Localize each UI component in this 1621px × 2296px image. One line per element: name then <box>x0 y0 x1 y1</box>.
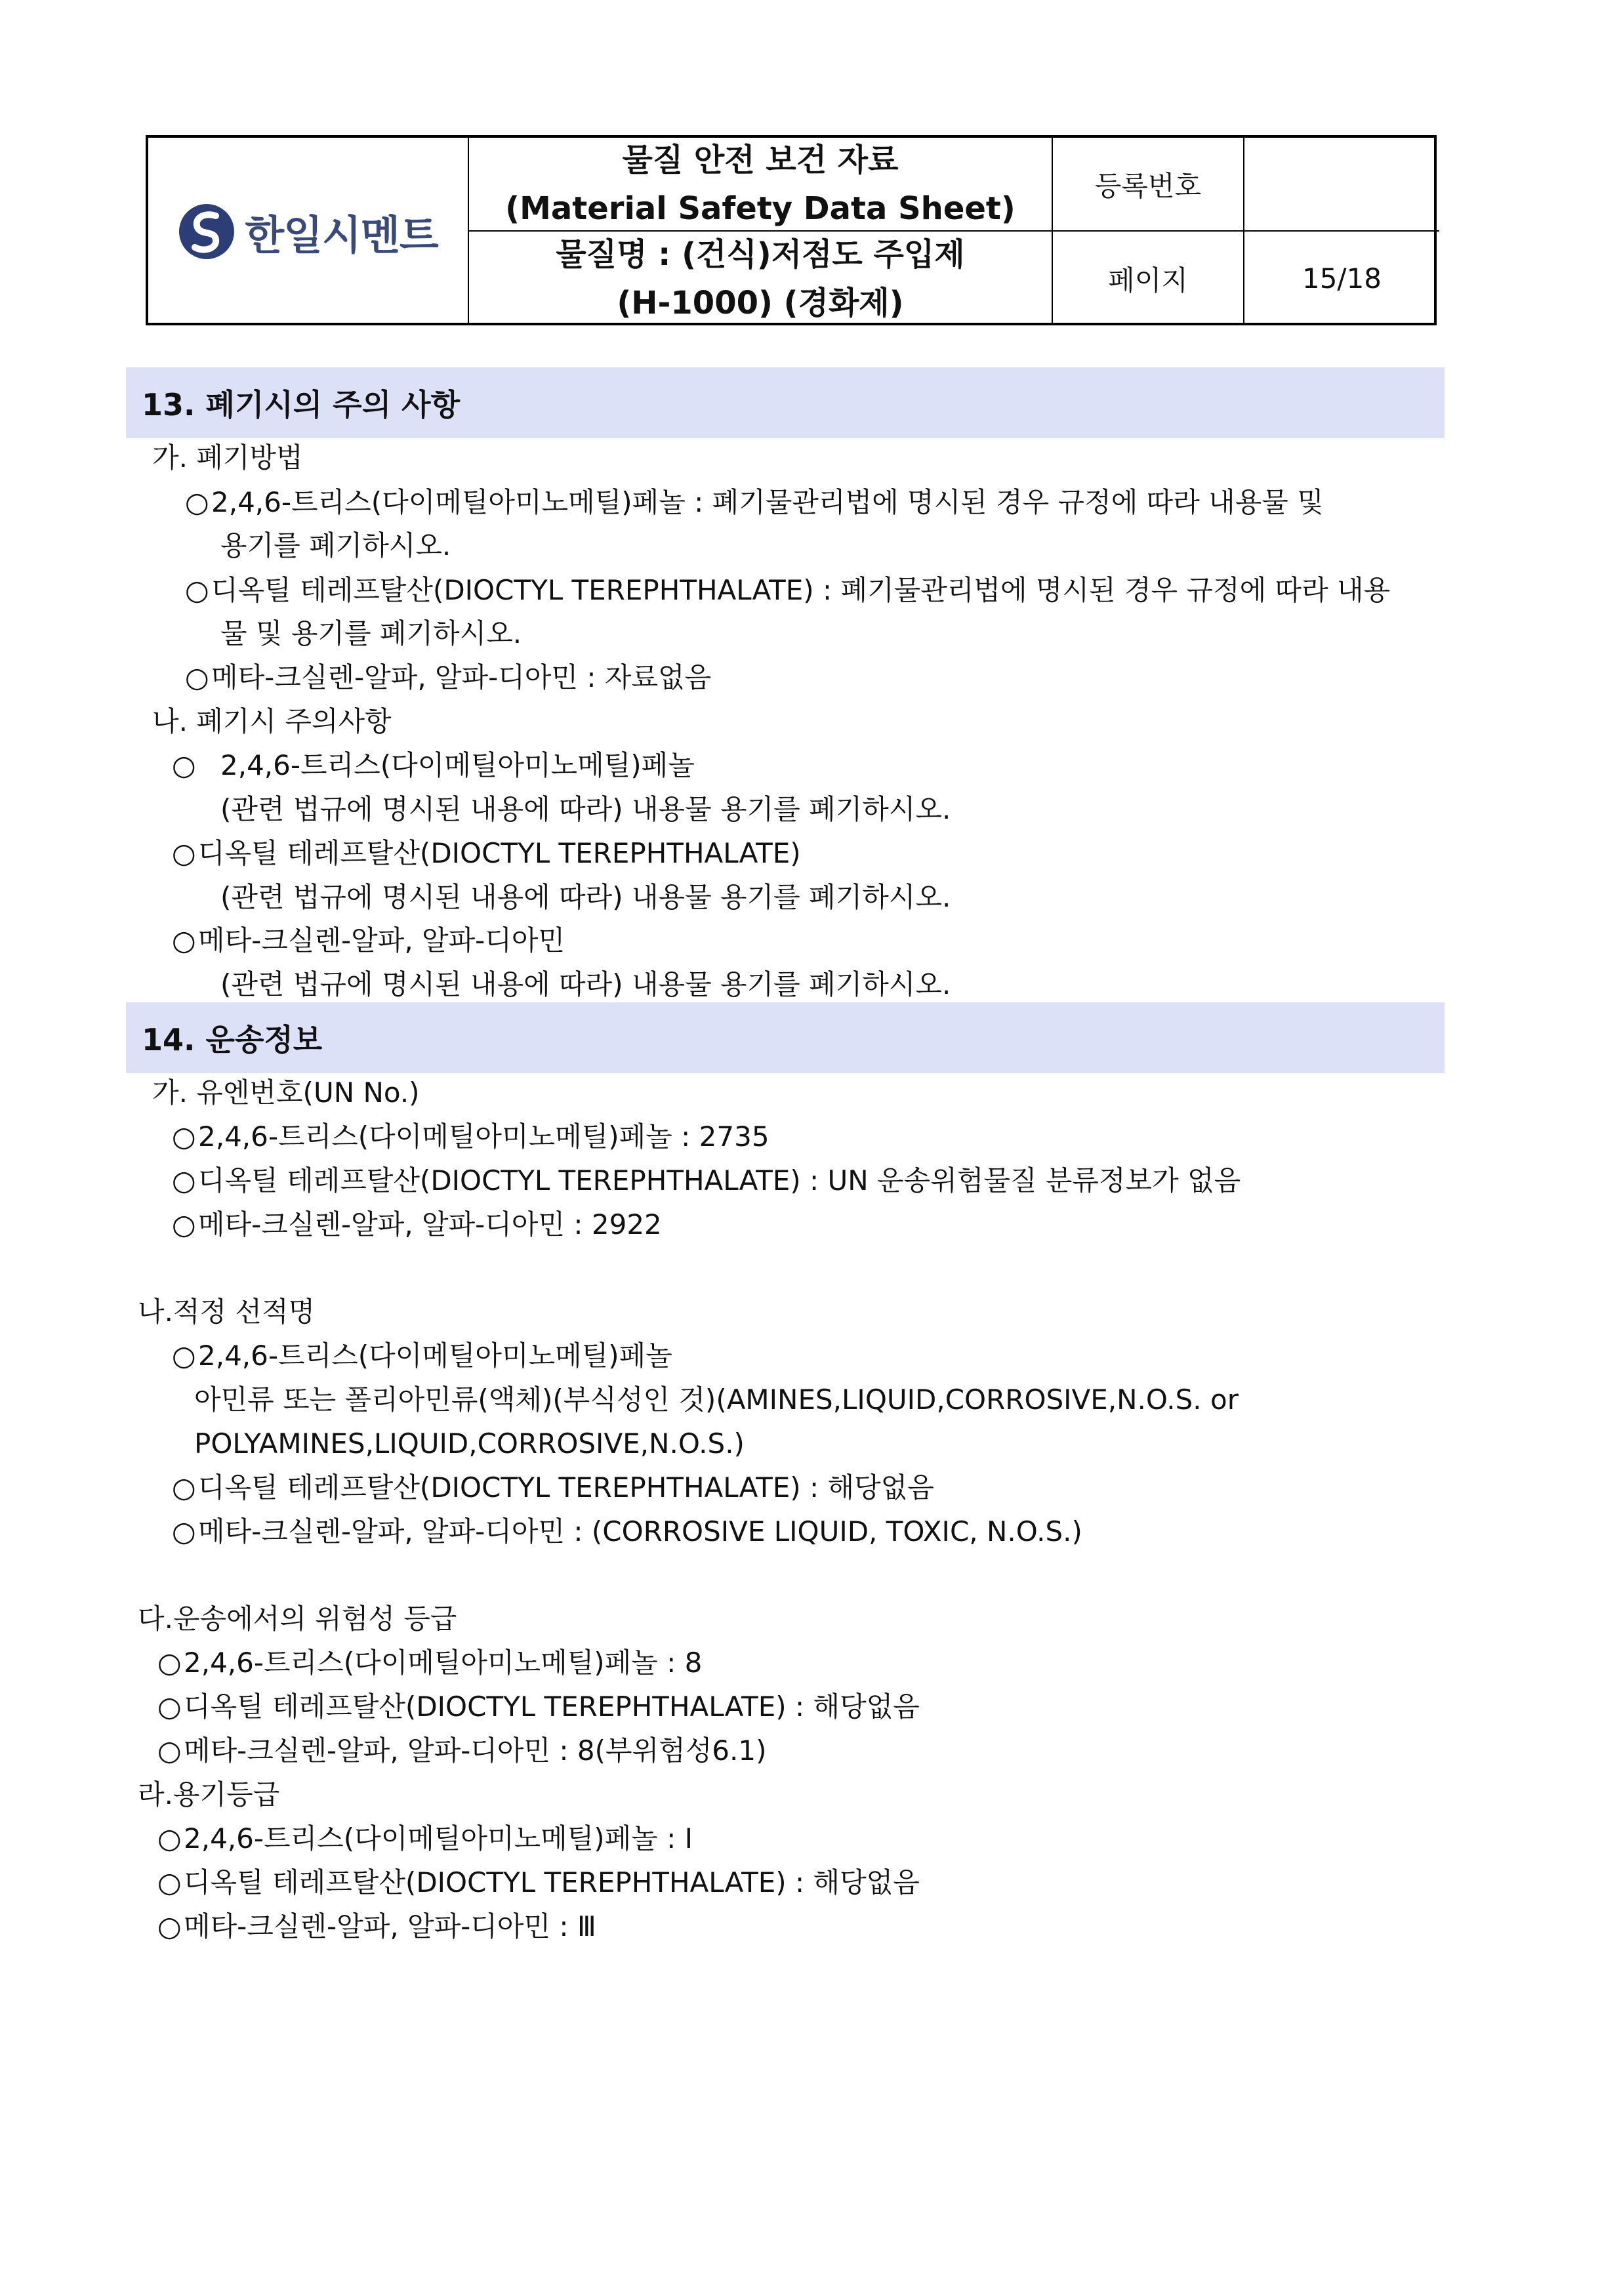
bullet-icon: ○ <box>157 1910 182 1942</box>
bullet-icon: ○ <box>157 1734 182 1767</box>
registration-number-label: 등록번호 <box>1053 138 1244 232</box>
list-item: ○디옥틸 테레프탈산(DIOCTYL TEREPHTHALATE) : 해당없음 <box>172 1468 934 1507</box>
list-item: ○2,4,6-트리스(다이메틸아미노메틸)페놀 <box>172 1336 672 1376</box>
list-item-continuation: 용기를 폐기하시오. <box>220 529 451 562</box>
bullet-icon: ○ <box>172 924 196 956</box>
document-title-korean: 물질 안전 보건 자료 <box>622 141 899 178</box>
section-13-subheading-a: 가. 폐기방법 <box>152 441 303 474</box>
bullet-icon: ○ <box>172 837 196 869</box>
bullet-icon: ○ <box>172 749 196 781</box>
section-13-subheading-b: 나. 폐기시 주의사항 <box>152 705 392 737</box>
list-item: ○메타-크실렌-알파, 알파-디아민 : (CORROSIVE LIQUID, TOXIC, N.O.S.) <box>172 1512 1082 1551</box>
document-title-english: (Material Safety Data Sheet) <box>505 190 1016 227</box>
section-13-heading: 13. 폐기시의 주의 사항 <box>126 367 1445 438</box>
bullet-icon: ○ <box>185 486 209 518</box>
bullet-icon: ○ <box>157 1822 182 1855</box>
list-item: ○디옥틸 테레프탈산(DIOCTYL TEREPHTHALATE) : UN 운송위험물질 분류정보가 없음 <box>172 1161 1241 1200</box>
bullet-icon: ○ <box>185 574 209 606</box>
list-item-continuation: POLYAMINES,LIQUID,CORROSIVE,N.O.S.) <box>194 1427 745 1460</box>
list-item: ○2,4,6-트리스(다이메틸아미노메틸)페놀 : 2735 <box>172 1117 769 1157</box>
company-logo-icon <box>178 203 236 260</box>
section-14-subheading-a: 가. 유엔번호(UN No.) <box>152 1076 420 1109</box>
list-item-continuation: (관련 법규에 명시된 내용에 따라) 내용물 용기를 폐기하시오. <box>220 968 951 1000</box>
product-name-line-1: 물질명 : (건식)저점도 주입제 <box>556 236 965 273</box>
list-item: ○2,4,6-트리스(다이메틸아미노메틸)페놀 : 폐기물관리법에 명시된 경우 규정에 따라 내용물 및 <box>185 483 1324 522</box>
list-item: ○메타-크실렌-알파, 알파-디아민 : 자료없음 <box>185 658 711 697</box>
bullet-icon: ○ <box>172 1340 196 1372</box>
list-item: ○메타-크실렌-알파, 알파-디아민 : 8(부위험성6.1) <box>157 1731 766 1771</box>
list-item: ○디옥틸 테레프탈산(DIOCTYL TEREPHTHALATE) : 해당없음 <box>157 1863 920 1902</box>
company-logo-cell <box>148 138 469 325</box>
list-item: ○메타-크실렌-알파, 알파-디아민 <box>172 921 565 960</box>
product-name-cell <box>469 232 1053 325</box>
bullet-icon: ○ <box>172 1515 196 1548</box>
section-14-subheading-c: 다.운송에서의 위험성 등급 <box>138 1603 457 1635</box>
list-item-continuation: (관련 법규에 명시된 내용에 따라) 내용물 용기를 폐기하시오. <box>220 881 951 913</box>
list-item: ○2,4,6-트리스(다이메틸아미노메틸)페놀 : 8 <box>157 1643 702 1683</box>
section-14-subheading-b: 나.적정 선적명 <box>138 1296 316 1328</box>
bullet-icon: ○ <box>157 1866 182 1898</box>
section-14-subheading-d: 라.용기등급 <box>138 1778 280 1811</box>
bullet-icon: ○ <box>157 1647 182 1679</box>
list-item-continuation: 아민류 또는 폴리아민류(액체)(부식성인 것)(AMINES,LIQUID,CORROSIVE,N.O.S. or <box>194 1384 1239 1416</box>
page-label: 페이지 <box>1053 232 1244 325</box>
list-item: ○ 2,4,6-트리스(다이메틸아미노메틸)페놀 <box>172 746 695 785</box>
company-logo-text: 한일시멘트 <box>245 211 438 259</box>
list-item: ○메타-크실렌-알파, 알파-디아민 : Ⅲ <box>157 1907 596 1946</box>
section-14-heading: 14. 운송정보 <box>126 1002 1445 1073</box>
bullet-icon: ○ <box>172 1164 196 1197</box>
bullet-icon: ○ <box>172 1120 196 1153</box>
list-item: ○2,4,6-트리스(다이메틸아미노메틸)페놀 : Ⅰ <box>157 1819 693 1858</box>
list-item: ○디옥틸 테레프탈산(DIOCTYL TEREPHTHALATE) <box>172 834 801 873</box>
list-item-continuation: 물 및 용기를 폐기하시오. <box>220 617 522 649</box>
bullet-icon: ○ <box>157 1691 182 1723</box>
list-item: ○메타-크실렌-알파, 알파-디아민 : 2922 <box>172 1205 662 1244</box>
document-header-table <box>146 135 1437 325</box>
registration-number-value <box>1244 138 1439 232</box>
list-item: ○디옥틸 테레프탈산(DIOCTYL TEREPHTHALATE) : 폐기물관리법에 명시된 경우 규정에 따라 내용 <box>185 571 1390 610</box>
list-item-continuation: (관련 법규에 명시된 내용에 따라) 내용물 용기를 폐기하시오. <box>220 793 951 825</box>
document-title-cell <box>469 138 1053 232</box>
bullet-icon: ○ <box>172 1208 196 1240</box>
bullet-icon: ○ <box>172 1471 196 1504</box>
bullet-icon: ○ <box>185 661 209 693</box>
list-item: ○디옥틸 테레프탈산(DIOCTYL TEREPHTHALATE) : 해당없음 <box>157 1687 920 1727</box>
company-logo <box>178 203 438 261</box>
product-name-line-2: (H-1000) (경화제) <box>617 284 904 321</box>
page-number: 15/18 <box>1302 262 1382 295</box>
